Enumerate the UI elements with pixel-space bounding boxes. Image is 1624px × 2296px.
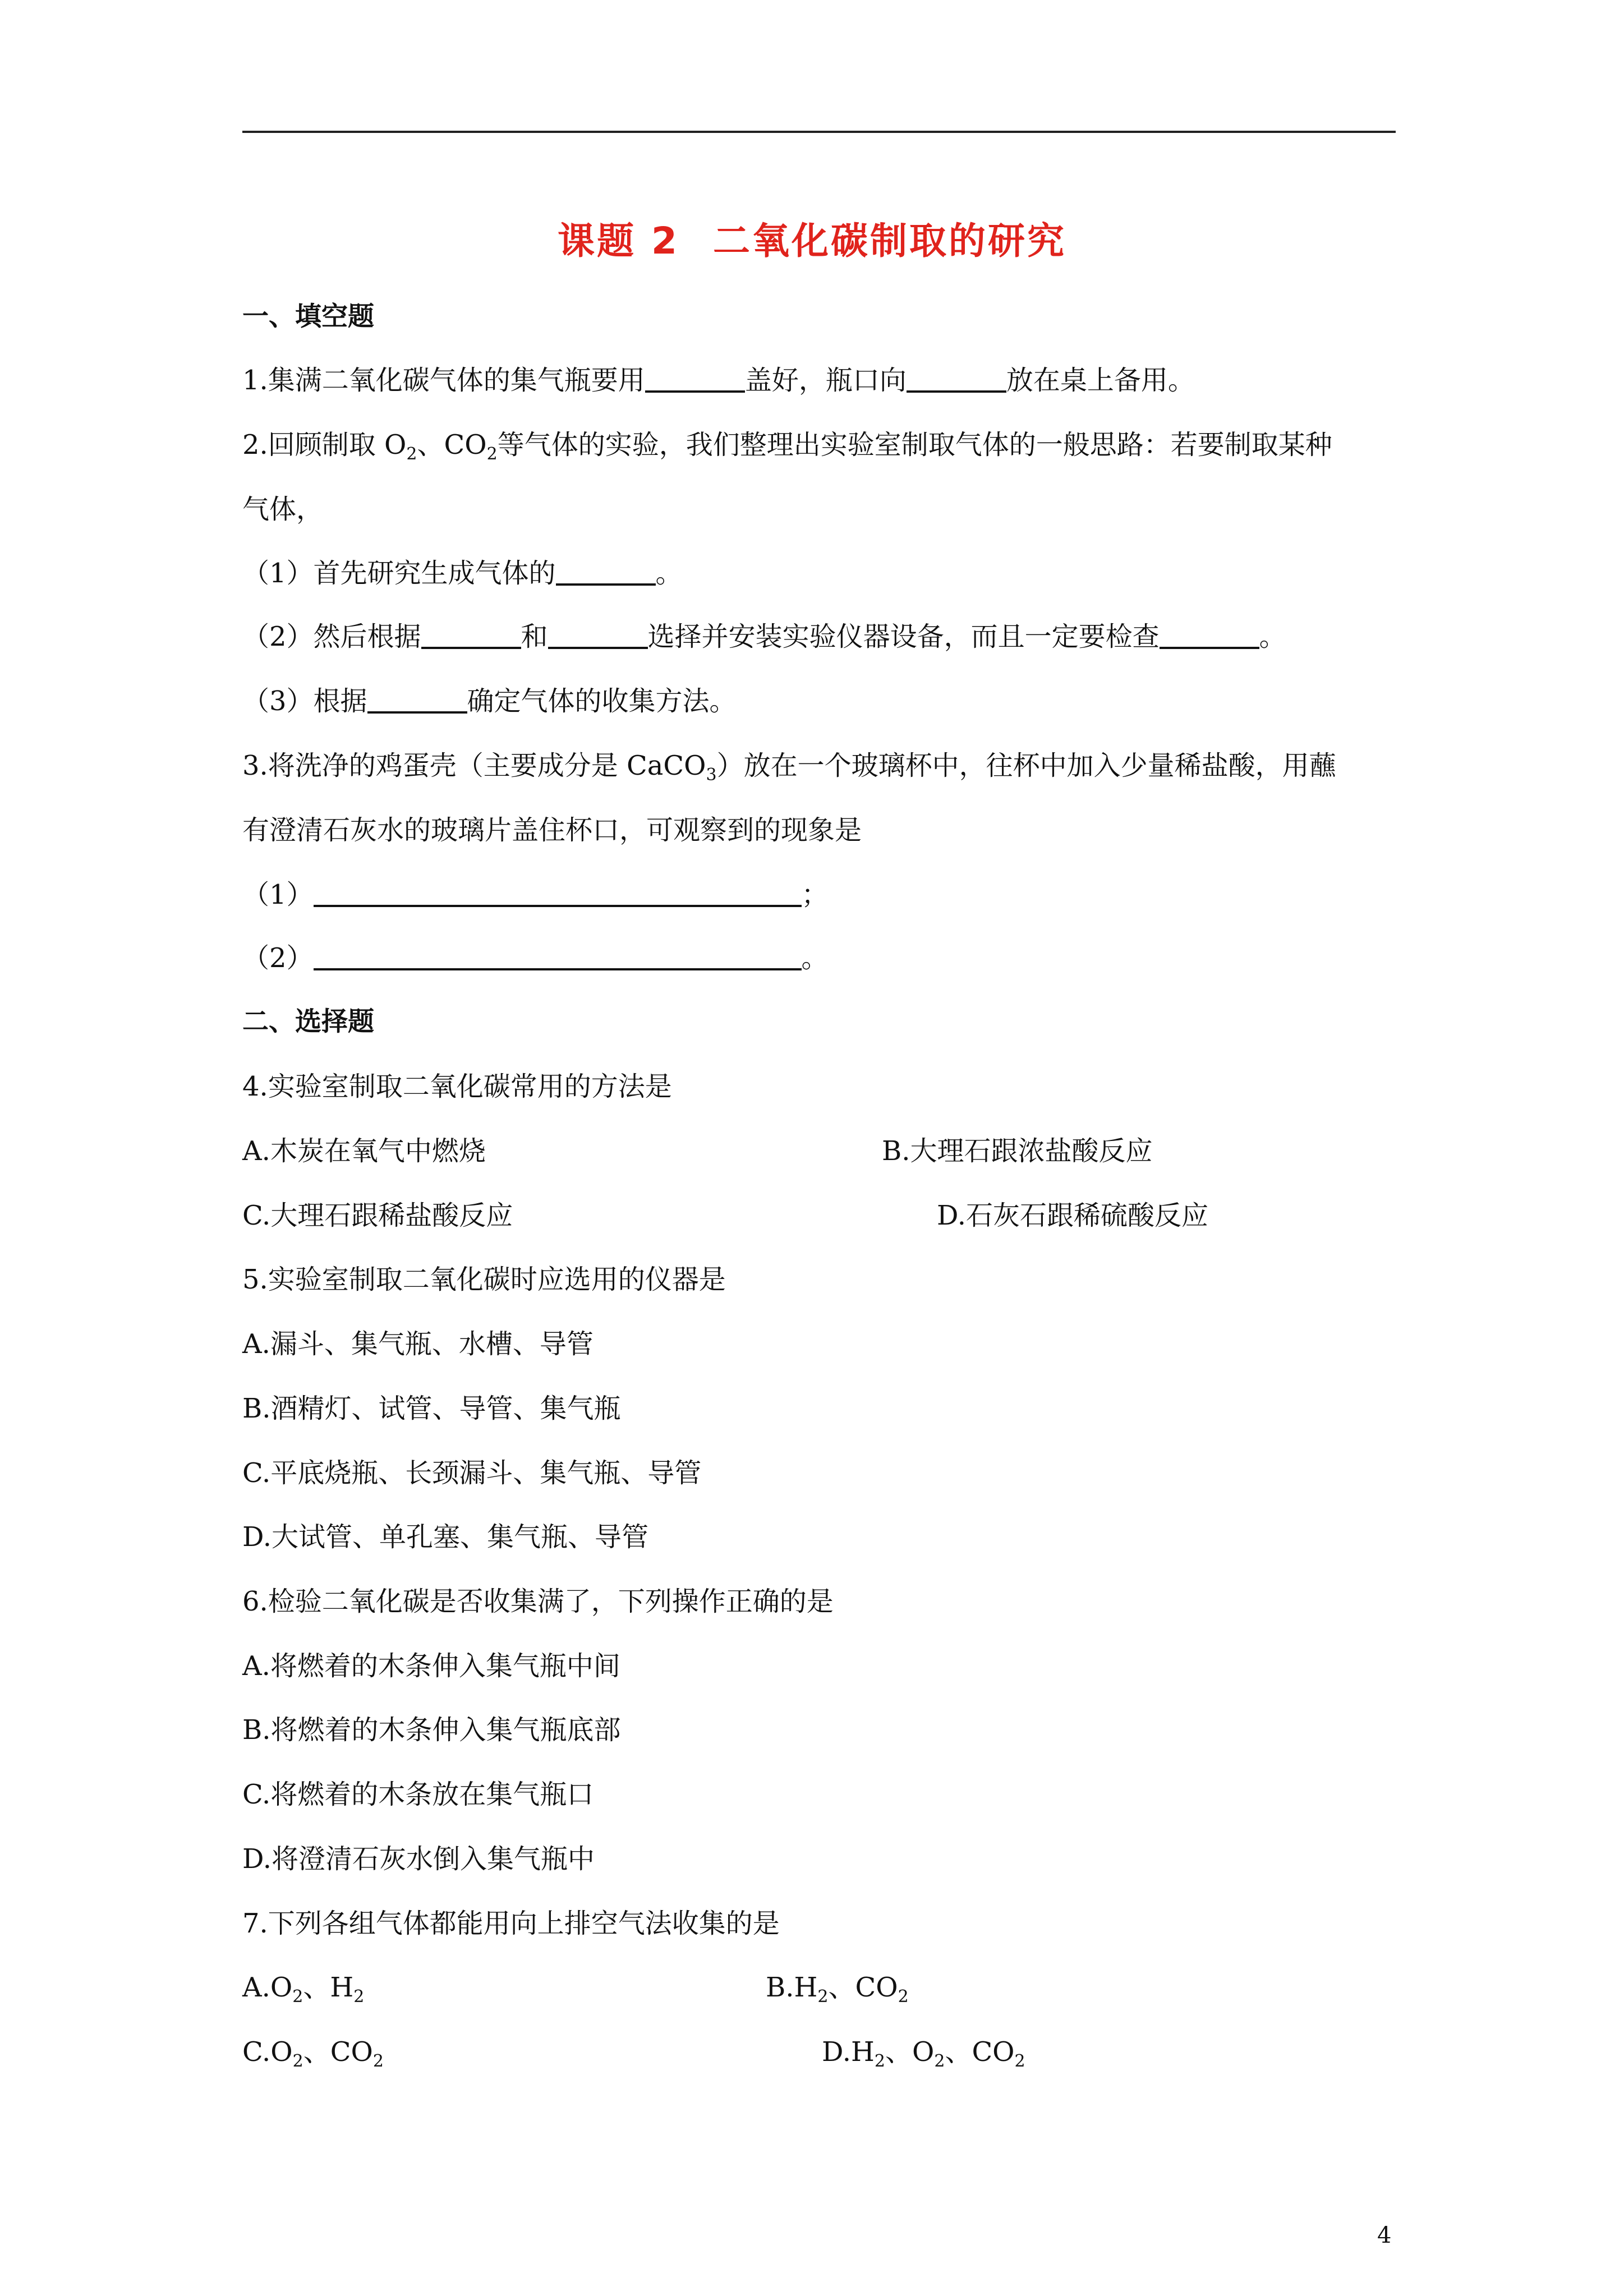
answer-blank[interactable] — [421, 618, 521, 649]
q2-text-2: 、CO — [417, 429, 487, 461]
q3-p2-end: 。 — [801, 942, 829, 974]
question-2-part-1 — [242, 554, 683, 593]
question-2 — [242, 425, 1332, 464]
answer-blank[interactable] — [645, 361, 745, 393]
subscript: 2 — [874, 2051, 885, 2071]
q3-p2-text: （2） — [242, 942, 314, 974]
q2-p1-end: 。 — [655, 558, 683, 589]
question-6-option-a: A.将燃着的木条伸入集气瓶中间 — [242, 1650, 620, 1682]
question-7-option-c — [242, 2032, 384, 2072]
question-3-continued: 有澄清石灰水的玻璃片盖住杯口，可观察到的现象是 — [242, 815, 862, 846]
q7-a-part-2: 、H — [303, 1972, 354, 2003]
q7-d-part-3: 、CO — [945, 2036, 1015, 2068]
q7-c-part-2: 、CO — [303, 2036, 373, 2068]
q2-p2-end: 。 — [1259, 621, 1286, 652]
q3-text-1: 3.将洗净的鸡蛋壳（主要成分是 CaCO — [242, 750, 706, 781]
answer-blank[interactable] — [314, 939, 802, 970]
question-7-option-b — [766, 1968, 909, 2007]
subscript: 2 — [817, 1987, 829, 2007]
question-4-stem: 4.实验室制取二氧化碳常用的方法是 — [242, 1071, 672, 1102]
question-6-option-d: D.将澄清石灰水倒入集气瓶中 — [242, 1843, 595, 1875]
q7-d-part-1: D.H — [822, 2036, 875, 2068]
subscript: 2 — [292, 1987, 303, 2007]
question-6-option-c: C.将燃着的木条放在集气瓶口 — [242, 1779, 594, 1810]
q1-text-3: 放在桌上备用。 — [1006, 365, 1195, 396]
question-4-option-b: B.大理石跟浓盐酸反应 — [882, 1135, 1153, 1167]
question-5-option-b: B.酒精灯、试管、导管、集气瓶 — [242, 1393, 621, 1424]
answer-blank[interactable] — [907, 361, 1006, 393]
title-prefix: 课题 2 — [558, 219, 679, 263]
page-title — [0, 216, 1624, 266]
section-choice-heading: 二、选择题 — [242, 1006, 374, 1037]
q7-b-part-2: 、CO — [828, 1972, 898, 2003]
question-3-part-1 — [242, 875, 829, 914]
question-6-option-b: B.将燃着的木条伸入集气瓶底部 — [242, 1714, 621, 1746]
q7-c-part-1: C.O — [242, 2036, 293, 2068]
question-5-option-a: A.漏斗、集气瓶、水槽、导管 — [242, 1328, 594, 1360]
header-rule — [242, 131, 1396, 133]
question-5-option-c: C.平底烧瓶、长颈漏斗、集气瓶、导管 — [242, 1457, 702, 1489]
subscript: 2 — [1014, 2051, 1025, 2071]
subscript: 2 — [353, 1987, 365, 2007]
q7-a-part-1: A.O — [242, 1972, 293, 2003]
subscript: 3 — [706, 765, 717, 785]
subscript: 2 — [486, 444, 498, 464]
q2-p3-text-2: 确定气体的收集方法。 — [467, 685, 737, 717]
answer-blank[interactable] — [367, 682, 467, 714]
q2-p2-text-2: 和 — [521, 621, 548, 652]
question-4-option-c: C.大理石跟稀盐酸反应 — [242, 1200, 513, 1231]
question-7-option-d — [822, 2032, 1025, 2072]
q7-d-part-2: 、O — [885, 2036, 935, 2068]
question-1 — [242, 361, 1195, 400]
subscript: 2 — [372, 2051, 384, 2071]
question-3 — [242, 746, 1336, 785]
q2-p1-text: （1）首先研究生成气体的 — [242, 558, 556, 589]
q2-p2-text-1: （2）然后根据 — [242, 621, 421, 652]
question-5-stem: 5.实验室制取二氧化碳时应选用的仪器是 — [242, 1264, 726, 1295]
q1-text-1: 1.集满二氧化碳气体的集气瓶要用 — [242, 365, 645, 396]
question-4-option-d: D.石灰石跟稀硫酸反应 — [937, 1200, 1209, 1231]
title-main: 二氧化碳制取的研究 — [712, 219, 1066, 263]
answer-blank[interactable] — [314, 876, 802, 907]
question-2-continued: 气体， — [242, 494, 324, 525]
question-7-option-a — [242, 1968, 364, 2007]
page-number: 4 — [1377, 2223, 1392, 2248]
question-7-stem: 7.下列各组气体都能用向上排空气法收集的是 — [242, 1908, 780, 1939]
q2-text-3: 等气体的实验，我们整理出实验室制取气体的一般思路：若要制取某种 — [497, 429, 1332, 461]
subscript: 2 — [898, 1987, 909, 2007]
subscript: 2 — [934, 2051, 945, 2071]
q3-p1-end: ； — [801, 879, 829, 910]
q7-b-part-1: B.H — [766, 1972, 818, 2003]
q2-p2-text-3: 选择并安装实验仪器设备，而且一定要检查 — [647, 621, 1160, 652]
section-fill-in-heading: 一、填空题 — [242, 301, 374, 332]
q3-text-2: ）放在一个玻璃杯中，往杯中加入少量稀盐酸，用蘸 — [716, 750, 1336, 781]
question-5-option-d: D.大试管、单孔塞、集气瓶、导管 — [242, 1521, 649, 1553]
q2-text-1: 2.回顾制取 O — [242, 429, 407, 461]
question-3-part-2 — [242, 938, 829, 978]
question-4-option-a: A.木炭在氧气中燃烧 — [242, 1135, 486, 1167]
subscript: 2 — [292, 2051, 303, 2071]
subscript: 2 — [406, 444, 417, 464]
question-2-part-3 — [242, 682, 737, 721]
answer-blank[interactable] — [556, 554, 656, 586]
question-2-part-2 — [242, 617, 1286, 656]
answer-blank[interactable] — [1160, 618, 1259, 649]
q3-p1-text: （1） — [242, 879, 314, 910]
question-6-stem: 6.检验二氧化碳是否收集满了，下列操作正确的是 — [242, 1586, 834, 1617]
answer-blank[interactable] — [548, 618, 648, 649]
q2-p3-text-1: （3）根据 — [242, 685, 367, 717]
q1-text-2: 盖好，瓶口向 — [744, 365, 907, 396]
